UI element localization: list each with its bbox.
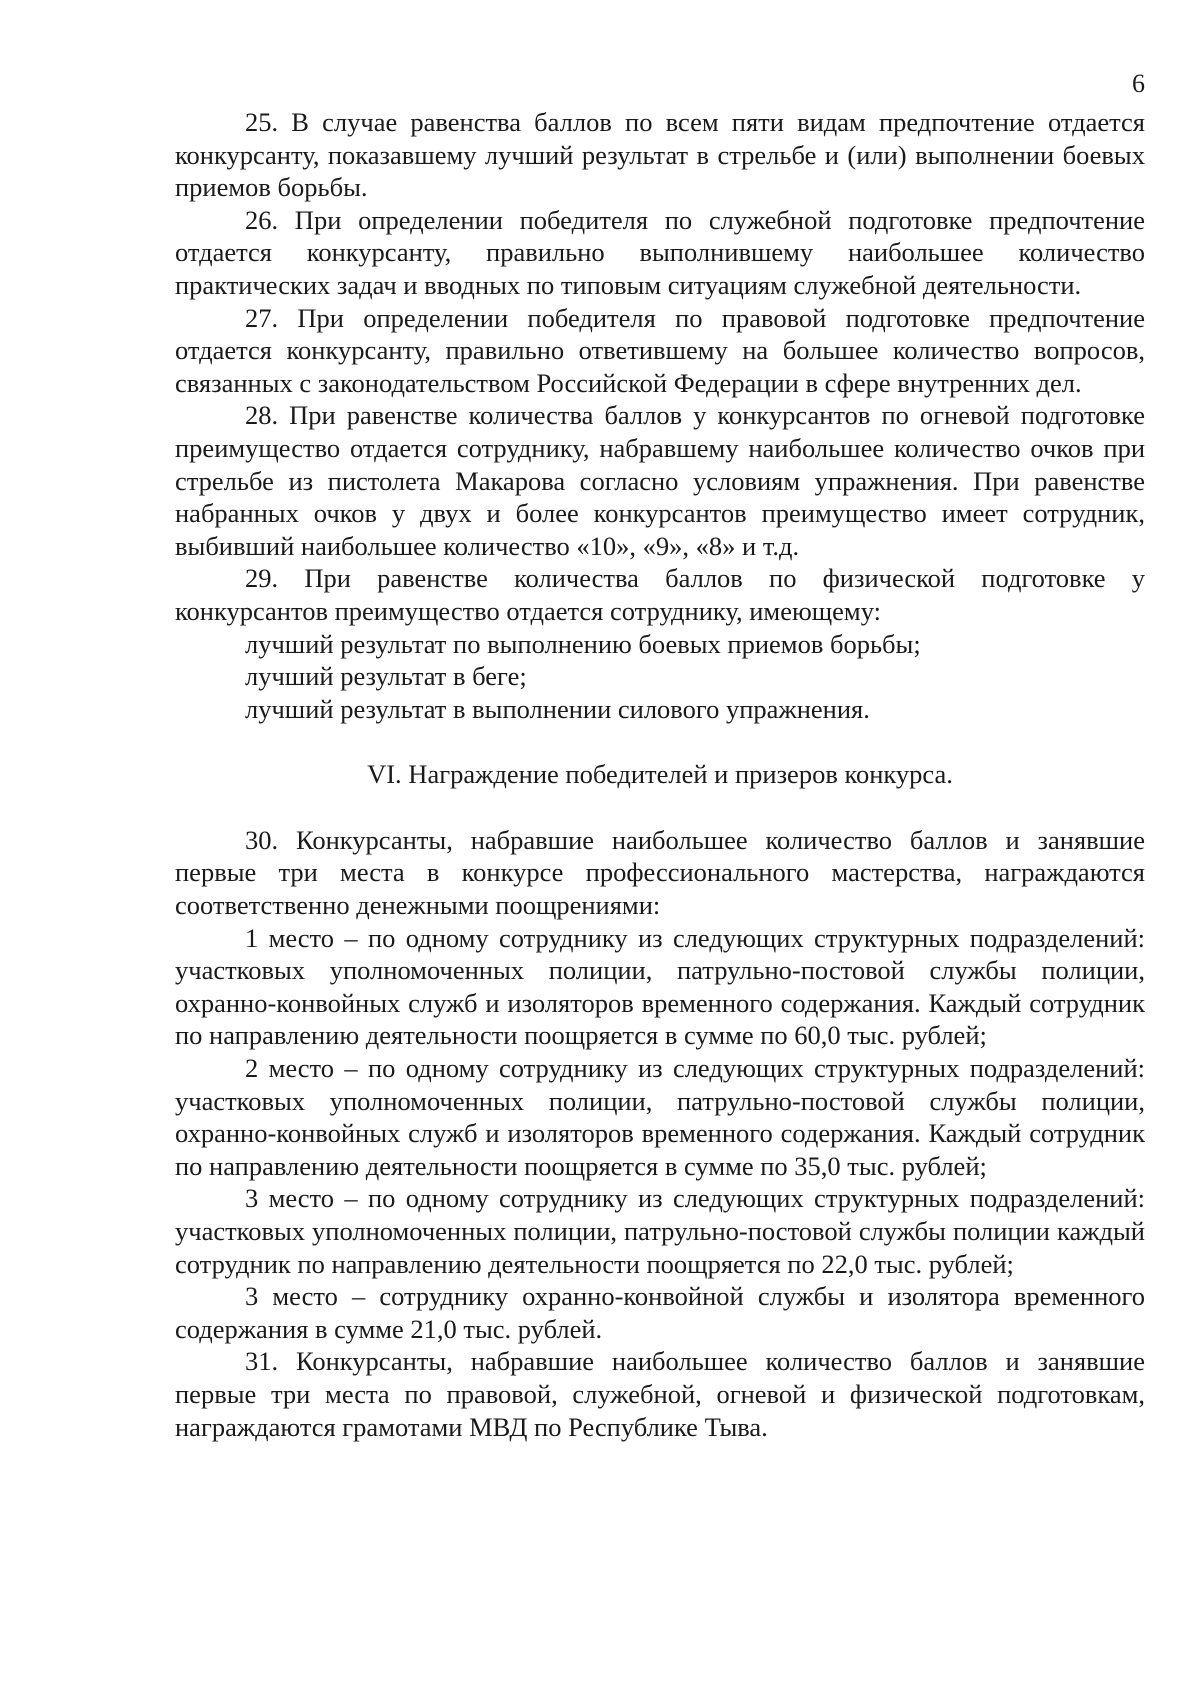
list-item: лучший результат по выполнению боевых приемов борьбы;	[245, 628, 921, 659]
section-heading: VI. Награждение победителей и призеров конкурса.	[367, 759, 953, 790]
paragraph-28: 28. При равенстве количества баллов у конкурсантов по огневой подготовке преимущество отдается сотруднику, набравшему наибольшее количество очков при стрельбе из пистолета Макарова согласно условиям упражнения. При равенстве набранных очков у двух и более конкурсантов преимущество имеет сотрудник, выбивший наибольшее количество «10», «9», «8» и т.д.	[175, 400, 1145, 561]
paragraph-27: 27. При определении победителя по правовой подготовке предпочтение отдается конкурсанту, правильно ответившему на большее количество вопросов, связанных с законодательством Российской Федерации в сфере внутренних дел.	[175, 302, 1145, 398]
document-body	[175, 106, 1145, 1443]
paragraph-31: 31. Конкурсанты, набравшие наибольшее количество баллов и занявшие первые три места по правовой, служебной, огневой и физической подготовкам, награждаются грамотами МВД по Республике Тыва.	[175, 1346, 1145, 1442]
award-third-place-convoy: 3 место – сотруднику охранно-конвойной службы и изолятора временного содержания в сумме 21,0 тыс. рублей.	[175, 1281, 1145, 1344]
award-second-place: 2 место – по одному сотруднику из следующих структурных подразделений: участковых уполномоченных полиции, патрульно-постовой службы полиции, охранно-конвойных служб и изоляторов временного содержания. Каждый сотрудник по направлению деятельности поощряется в сумме по 35,0 тыс. рублей;	[175, 1053, 1145, 1181]
paragraph-30: 30. Конкурсанты, набравшие наибольшее количество баллов и занявшие первые три места в конкурсе профессионального мастерства, награждаются соответственно денежными поощрениями:	[175, 824, 1145, 921]
award-first-place: 1 место – по одному сотруднику из следующих структурных подразделений: участковых уполномоченных полиции, патрульно-постовой службы полиции, охранно-конвойных служб и изоляторов временного содержания. Каждый сотрудник по направлению деятельности поощряется в сумме по 60,0 тыс. рублей;	[175, 922, 1145, 1051]
page-number: 6	[1132, 69, 1145, 98]
award-third-place: 3 место – по одному сотруднику из следующих структурных подразделений: участковых уполномоченных полиции, патрульно-постовой службы полиции каждый сотрудник по направлению деятельности поощряется по 22,0 тыс. рублей;	[175, 1183, 1145, 1279]
paragraph-25: 25. В случае равенства баллов по всем пяти видам предпочтение отдается конкурсанту, показавшему лучший результат в стрельбе и (или) выполнении боевых приемов борьбы.	[175, 107, 1145, 203]
paragraph-29: 29. При равенстве количества баллов по физической подготовке у конкурсантов преимущество отдается сотруднику, имеющему:	[175, 563, 1145, 626]
list-item: лучший результат в беге;	[245, 661, 527, 692]
list-item: лучший результат в выполнении силового упражнения.	[245, 693, 870, 724]
paragraph-26: 26. При определении победителя по служебной подготовке предпочтение отдается конкурсанту, правильно выполнившему наибольшее количество практических задач и вводных по типовым ситуациям служебной деятельности.	[175, 204, 1145, 300]
